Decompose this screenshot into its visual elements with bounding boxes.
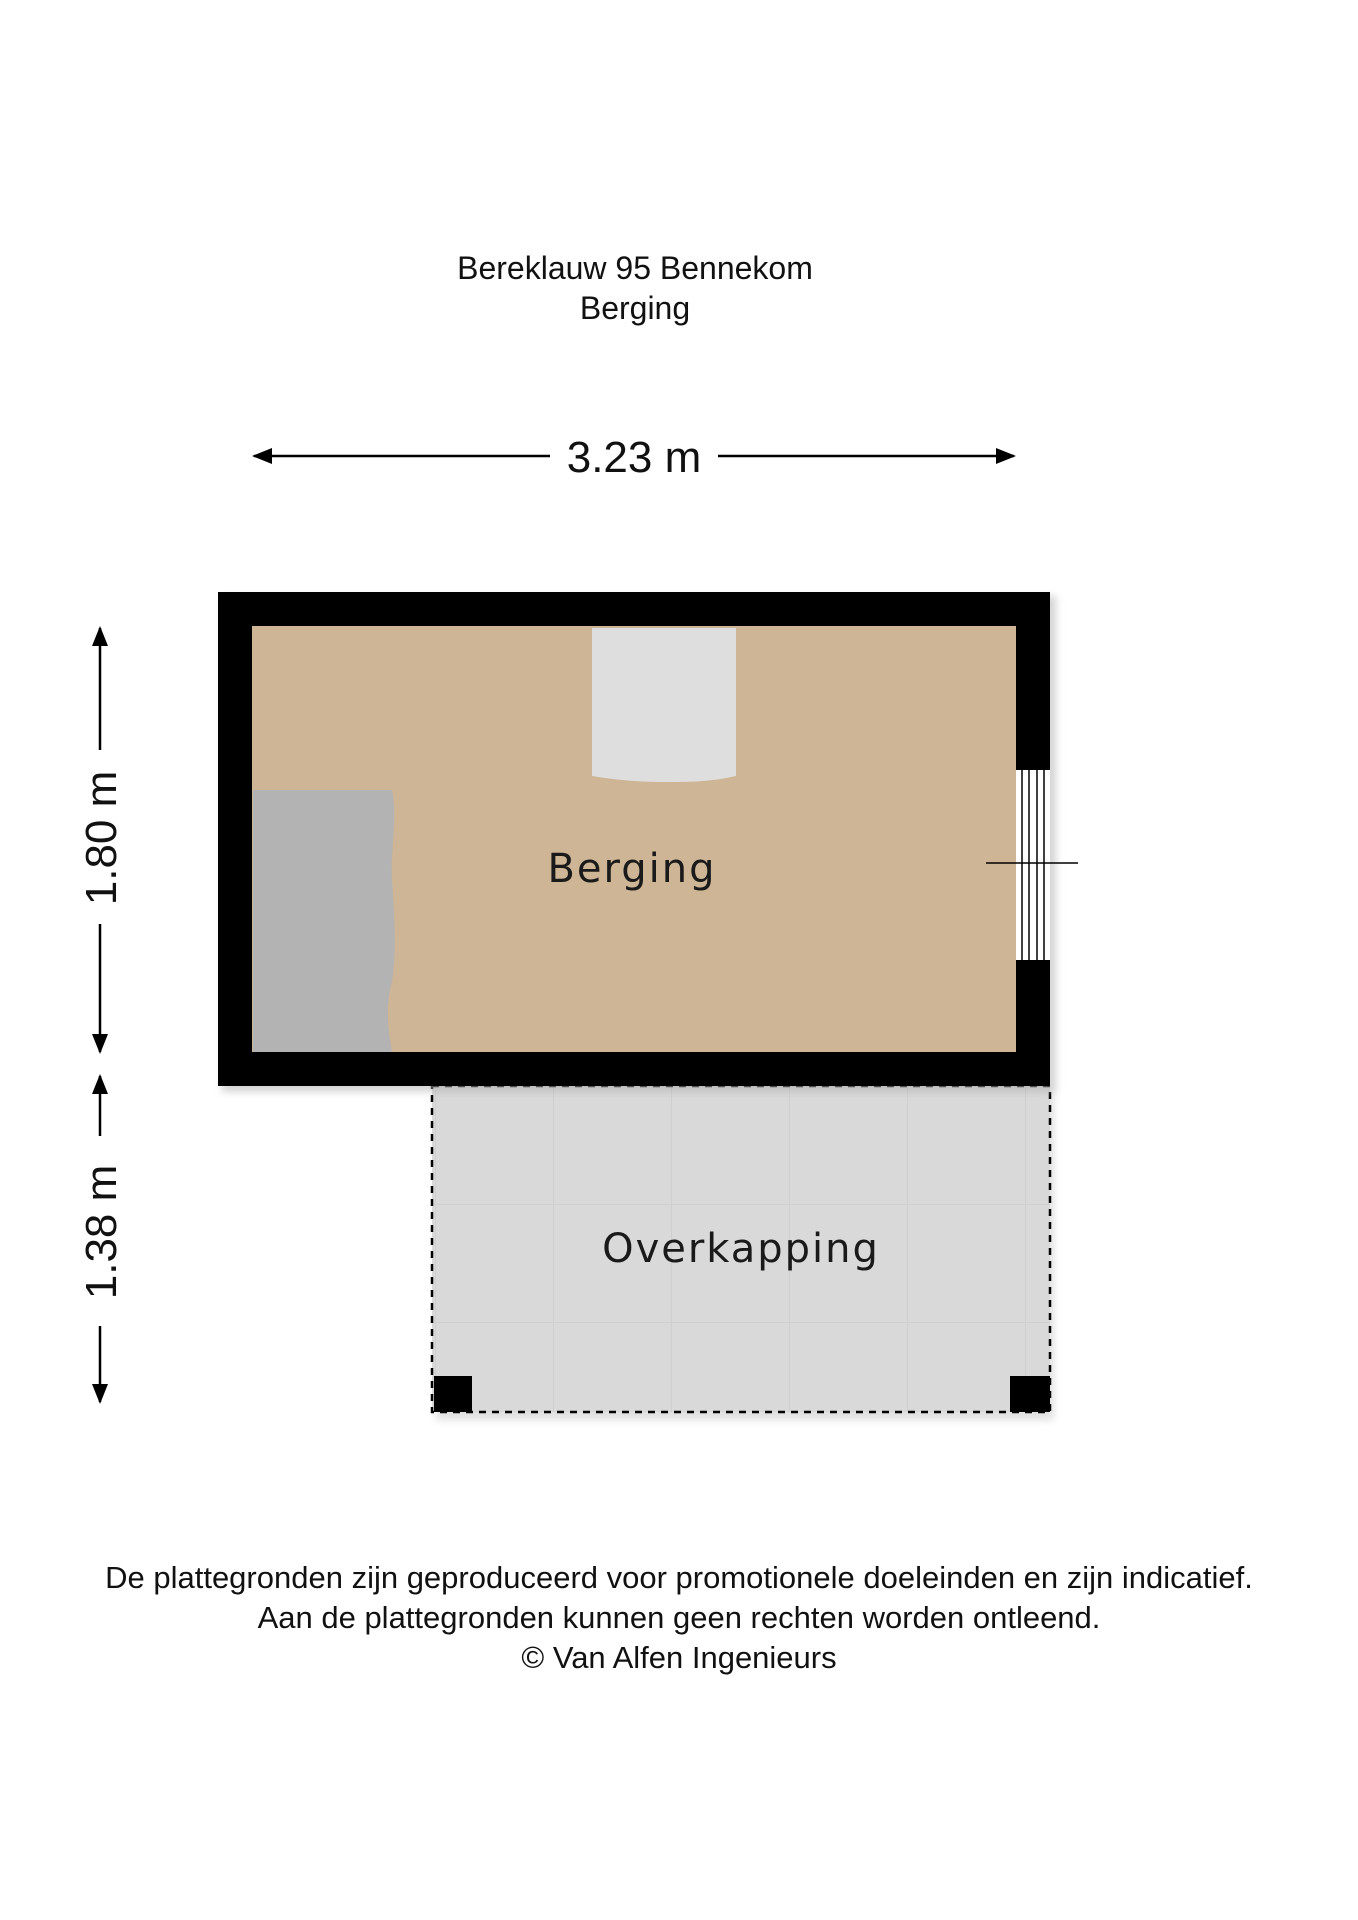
canopy-post-left [434,1376,472,1412]
width-dimension-label: 3.23 m [566,433,702,482]
appliance [592,628,736,782]
window [1016,770,1050,960]
canopy-label: Overkapping [602,1226,880,1272]
copyright-line: © Van Alfen Ingenieurs [521,1640,837,1675]
floor-title: Berging [579,290,691,326]
cabinet [253,790,395,1052]
canopy-post-right [1010,1376,1050,1412]
disclaimer-line-1: De plattegronden zijn geproduceerd voor promotionele doeleinden en zijn indicatief. [105,1560,1253,1595]
room-label: Berging [547,846,717,892]
address-title: Bereklauw 95 Bennekom [457,250,813,286]
room-height-dimension-label: 1.80 m [77,770,126,906]
canopy-height-dimension-label: 1.38 m [77,1164,126,1300]
disclaimer-line-2: Aan de plattegronden kunnen geen rechten worden ontleend. [257,1600,1101,1635]
